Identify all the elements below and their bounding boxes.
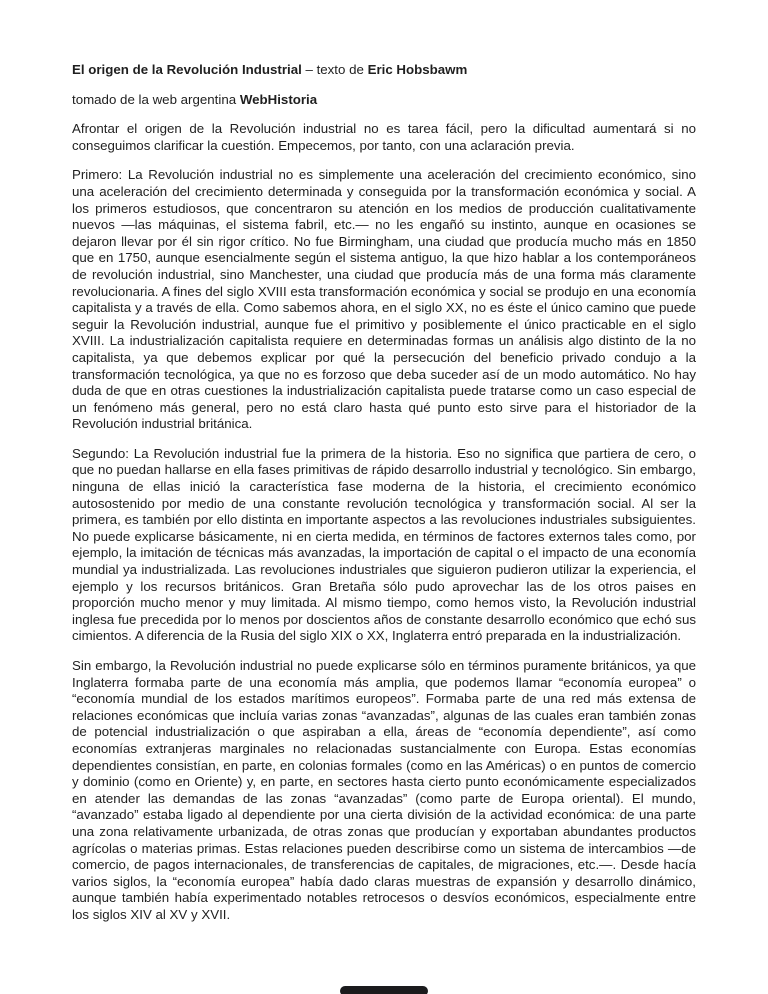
paragraph-intro: Afrontar el origen de la Revolución industrial no es tarea fácil, pero la dificultad aumentará si no conseguimos clarificar la cuestión. Empecemos, por tanto, con una aclaración previa. (72, 121, 696, 153)
title-separator-text: – texto de (301, 62, 368, 77)
title-main-bold: El origen de la Revolución Industrial (72, 62, 302, 77)
paragraph-segundo: Segundo: La Revolución industrial fue la primera de la historia. Eso no significa que partiera de cero, o que no puedan hallarse en ella fases primitivas de rápido desarrollo industrial y tecnológico. Sin embargo, ninguna de ellas inició la característica fase moderna de la historia, el crecimiento económico autosostenido por medio de una constante revolución tecnológica y transformación social. Al ser la primera, es también por ello distinta en importante aspectos a las revoluciones industriales subsiguientes. No puede explicarse básicamente, ni en cierta medida, en términos de factores externos tales como, por ejemplo, la imitación de técnicas más avanzadas, la importación de capital o el impacto de una economía mundial ya industrializada. Las revoluciones industriales que siguieron pudieron utilizar la experiencia, el ejemplo y los recursos británicos. Gran Bretaña sólo pudo aprovechar las de los otros paises en proporción mucho menor y muy limitada. Al mismo tiempo, como hemos visto, la Revolución industrial inglesa fue precedida por lo menos por doscientos años de constante desarrollo económico que echó sus cimientos. A diferencia de la Rusia del siglo XIX o XX, Inglaterra entró preparada en la industrialización. (72, 445, 696, 644)
paragraph-sin-embargo: Sin embargo, la Revolución industrial no puede explicarse sólo en términos puramente británicos, ya que Inglaterra formaba parte de una economía más amplia, que podemos llamar “economía europea” o “economía mundial de los estados marítimos europeos”. Formaba parte de una red más extensa de relaciones económicas que incluía varias zonas “avanzadas”, algunas de las cuales eran también zonas de potencial industrialización o que aspiraban a ella, áreas de “economía dependiente”, así como economías extranjeras marginales no relacionadas sustancialmente con Europa. Estas economías dependientes consistían, en parte, en colonias formales (como en las Américas) o en puntos de comercio y dominio (como en Oriente) y, en parte, en sectores hasta cierto punto económicamente especializados en atender las demandas de las zonas “avanzadas” (como parte de Europa oriental). El mundo, “avanzado” estaba ligado al dependiente por una cierta división de la actividad económica: de una parte una zona relativamente urbanizada, de otras zonas que producían y exportaban abundantes productos agrícolas o materias primas. Estas relaciones pueden describirse como un sistema de intercambios —de comercio, de pagos internacionales, de transferencias de capitales, de migraciones, etc.—. Desde hacía varios siglos, la “economía europea” había dado claras muestras de expansión y desarrollo dinámico, aunque también había experimentado notables retrocesos o desvíos económicos, especialmente entre los siglos XIV al XV y XVII. (72, 658, 696, 922)
source-name-bold: WebHistoria (239, 91, 318, 107)
document-title (72, 62, 696, 79)
document-source-line (72, 92, 696, 109)
paragraph-primero: Primero: La Revolución industrial no es simplemente una aceleración del crecimiento económico, sino una aceleración del crecimiento determinada y conseguida por la transformación económica y social. A los primeros estudiosos, que concentraron su atención en los medios de producción cualitativamente nuevos —las máquinas, el sistema fabril, etc.— no les engañó su instinto, aunque en ocasiones se dejaron llevar por él sin rigor crítico. No fue Birmingham, una ciudad que producía mucho más en 1850 que en 1750, aunque esencialmente según el sistema antiguo, la que hizo hablar a los contemporáneos de revolución industrial, sino Manchester, una ciudad que producía más de una forma más claramente revolucionaria. A fines del siglo XVIII esta transformación económica y social se produjo en una economía capitalista y a través de ella. Como sabemos ahora, en el siglo XX, no es éste el único camino que puede seguir la Revolución industrial, aunque fue el primitivo y posiblemente el único practicable en el siglo XVIII. La industrialización capitalista requiere en determinadas formas un análisis algo distinto de la no capitalista, ya que debemos explicar por qué la persecución del beneficio privado condujo a la transformación tecnológica, ya que no es forzoso que deba suceder así de un modo automático. No hay duda de que en otras cuestiones la industrialización capitalista puede tratarse como un caso especial de un fenómeno más general, pero no está claro hasta qué punto esto sirve para el historiador de la Revolución industrial británica. (72, 167, 696, 432)
source-prefix-text: tomado de la web argentina (72, 91, 240, 107)
title-author-bold: Eric Hobsbawm (367, 62, 468, 77)
bottom-bar-handle[interactable] (340, 986, 428, 994)
